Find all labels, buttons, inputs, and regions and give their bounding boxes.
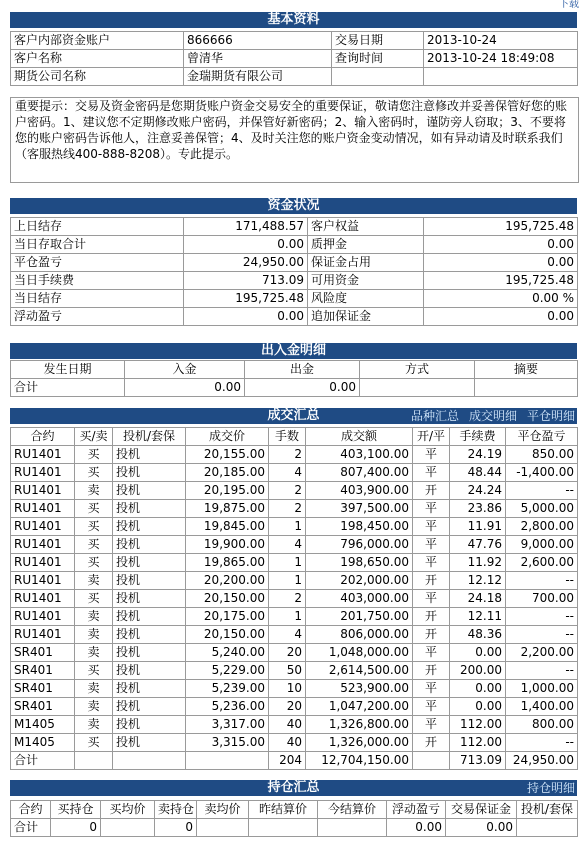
trade-cell: RU1401 — [11, 536, 75, 554]
trade-row — [11, 536, 578, 554]
funds-value: 171,488.57 — [184, 218, 308, 236]
trade-cell: -- — [506, 626, 578, 644]
funds-value: 195,725.48 — [424, 218, 578, 236]
basic-label: 客户名称 — [11, 50, 184, 68]
trade-cell: 1 — [269, 608, 306, 626]
trade-cell: 开 — [413, 482, 450, 500]
trade-row — [11, 662, 578, 680]
trade-detail-link[interactable]: 成交明细 — [468, 409, 517, 423]
basic-info-title: 基本资料 — [267, 12, 320, 27]
trade-cell: 2 — [269, 590, 306, 608]
trade-cell: 20,185.00 — [186, 464, 269, 482]
funds-header — [10, 198, 577, 214]
funds-value: 713.09 — [184, 272, 308, 290]
trade-cell: 投机 — [113, 554, 186, 572]
trade-cell: 投机 — [113, 734, 186, 752]
funds-label: 当日结存 — [11, 290, 184, 308]
trades-total-cell — [75, 752, 113, 770]
funds-label: 当日存取合计 — [11, 236, 184, 254]
trades-table — [10, 427, 578, 770]
trades-column-header: 平仓盈亏 — [506, 428, 578, 446]
basic-label: 查询时间 — [332, 50, 424, 68]
inout-total-cell: 0.00 — [125, 379, 245, 397]
trade-cell: 投机 — [113, 626, 186, 644]
funds-label: 追加保证金 — [308, 308, 424, 326]
trades-header — [10, 408, 577, 424]
trade-cell: 19,845.00 — [186, 518, 269, 536]
funds-row — [11, 218, 578, 236]
basic-info-row — [11, 50, 578, 68]
variety-summary-link[interactable]: 品种汇总 — [410, 409, 459, 423]
trade-cell: 0.00 — [450, 644, 506, 662]
trade-cell: 2,600.00 — [506, 554, 578, 572]
trade-row — [11, 446, 578, 464]
trades-column-header: 成交价 — [186, 428, 269, 446]
trade-cell: 19,875.00 — [186, 500, 269, 518]
trades-title: 成交汇总 — [267, 408, 320, 423]
positions-total-cell — [101, 819, 155, 837]
funds-row — [11, 308, 578, 326]
basic-value: 2013-10-24 — [424, 32, 578, 50]
trade-cell: 48.44 — [450, 464, 506, 482]
trades-column-header: 手数 — [269, 428, 306, 446]
trade-cell: RU1401 — [11, 482, 75, 500]
funds-label: 风险度 — [308, 290, 424, 308]
trades-total-cell: 713.09 — [450, 752, 506, 770]
funds-label: 浮动盈亏 — [11, 308, 184, 326]
positions-total-cell: 0 — [155, 819, 197, 837]
inout-header — [10, 343, 577, 359]
trades-total-cell: 204 — [269, 752, 306, 770]
trade-cell: 平 — [413, 698, 450, 716]
trade-cell: 卖 — [75, 698, 113, 716]
trade-cell: 卖 — [75, 572, 113, 590]
trade-cell: 23.86 — [450, 500, 506, 518]
trade-cell: 0.00 — [450, 680, 506, 698]
trade-cell: SR401 — [11, 644, 75, 662]
positions-header-row — [11, 801, 578, 819]
positions-total-cell: 0 — [51, 819, 101, 837]
positions-column-header: 卖持仓 — [155, 801, 197, 819]
trade-cell: -- — [506, 572, 578, 590]
trade-cell: 买 — [75, 500, 113, 518]
trade-cell: 平 — [413, 680, 450, 698]
trade-cell: 4 — [269, 464, 306, 482]
trade-row — [11, 698, 578, 716]
trade-cell: -1,400.00 — [506, 464, 578, 482]
trade-cell: 买 — [75, 734, 113, 752]
trade-cell: 806,000.00 — [306, 626, 413, 644]
funds-label: 客户权益 — [308, 218, 424, 236]
trade-cell: 投机 — [113, 698, 186, 716]
trades-column-header: 手续费 — [450, 428, 506, 446]
trade-cell: 523,900.00 — [306, 680, 413, 698]
trade-cell: 2,614,500.00 — [306, 662, 413, 680]
trade-cell: 2 — [269, 500, 306, 518]
trades-total-cell — [113, 752, 186, 770]
inout-column-header: 入金 — [125, 361, 245, 379]
trade-cell: SR401 — [11, 680, 75, 698]
trade-cell: 40 — [269, 716, 306, 734]
trade-cell: -- — [506, 482, 578, 500]
funds-value: 195,725.48 — [184, 290, 308, 308]
trade-cell: 11.92 — [450, 554, 506, 572]
trade-cell: 19,865.00 — [186, 554, 269, 572]
positions-column-header: 买均价 — [101, 801, 155, 819]
trade-cell: 20,150.00 — [186, 626, 269, 644]
basic-info-header — [10, 12, 577, 28]
trade-cell: 投机 — [113, 608, 186, 626]
trade-cell: 投机 — [113, 518, 186, 536]
funds-label: 平仓盈亏 — [11, 254, 184, 272]
trade-cell: 开 — [413, 734, 450, 752]
trade-cell: 投机 — [113, 446, 186, 464]
trade-cell: 198,450.00 — [306, 518, 413, 536]
trade-cell: 20,150.00 — [186, 590, 269, 608]
trade-cell: 3,317.00 — [186, 716, 269, 734]
trade-cell: RU1401 — [11, 572, 75, 590]
close-detail-link[interactable]: 平仓明细 — [526, 409, 575, 423]
trade-cell: 买 — [75, 464, 113, 482]
trade-cell: RU1401 — [11, 626, 75, 644]
basic-label: 交易日期 — [332, 32, 424, 50]
inout-column-header: 发生日期 — [11, 361, 125, 379]
basic-value: 2013-10-24 18:49:08 — [424, 50, 578, 68]
trade-cell: M1405 — [11, 734, 75, 752]
positions-title: 持仓汇总 — [267, 780, 320, 795]
trade-row — [11, 626, 578, 644]
positions-total-row — [11, 819, 578, 837]
trade-cell: 投机 — [113, 590, 186, 608]
trade-cell: 19,900.00 — [186, 536, 269, 554]
trade-cell: RU1401 — [11, 446, 75, 464]
trade-cell: 112.00 — [450, 716, 506, 734]
trade-cell: 5,000.00 — [506, 500, 578, 518]
positions-column-header: 合约 — [11, 801, 51, 819]
trade-cell: 投机 — [113, 536, 186, 554]
trade-cell: 投机 — [113, 464, 186, 482]
basic-value: 金瑞期货有限公司 — [184, 68, 332, 86]
trade-cell: 1 — [269, 554, 306, 572]
trade-cell: 2 — [269, 446, 306, 464]
positions-total-cell — [197, 819, 249, 837]
download-link[interactable]: 下载 — [559, 0, 579, 10]
trade-cell: 2 — [269, 482, 306, 500]
trade-cell: 800.00 — [506, 716, 578, 734]
trade-cell: 48.36 — [450, 626, 506, 644]
trade-cell: RU1401 — [11, 518, 75, 536]
trade-cell: 24.19 — [450, 446, 506, 464]
positions-column-header: 卖均价 — [197, 801, 249, 819]
positions-column-header: 浮动盈亏 — [387, 801, 446, 819]
trades-total-cell: 合计 — [11, 752, 75, 770]
basic-label: 期货公司名称 — [11, 68, 184, 86]
trades-header-row — [11, 428, 578, 446]
trade-cell: 11.91 — [450, 518, 506, 536]
inout-total-row — [11, 379, 578, 397]
trade-row — [11, 518, 578, 536]
inout-column-header: 方式 — [360, 361, 475, 379]
positions-total-cell: 0.00 — [387, 819, 446, 837]
inout-header-row — [11, 361, 578, 379]
trade-row — [11, 590, 578, 608]
trade-cell: 卖 — [75, 680, 113, 698]
trade-cell: 403,900.00 — [306, 482, 413, 500]
trade-cell: 1,047,200.00 — [306, 698, 413, 716]
trade-cell: 开 — [413, 626, 450, 644]
funds-label: 质押金 — [308, 236, 424, 254]
trade-cell: 200.00 — [450, 662, 506, 680]
positions-column-header: 交易保证金 — [446, 801, 517, 819]
positions-total-cell — [318, 819, 387, 837]
trade-cell: 5,239.00 — [186, 680, 269, 698]
trade-cell: 买 — [75, 536, 113, 554]
trade-cell: RU1401 — [11, 464, 75, 482]
funds-value: 0.00 — [424, 308, 578, 326]
trade-cell: 20 — [269, 644, 306, 662]
trade-row — [11, 716, 578, 734]
basic-info-row — [11, 68, 578, 86]
trade-cell: 403,100.00 — [306, 446, 413, 464]
trade-cell: 20,155.00 — [186, 446, 269, 464]
trades-column-header: 成交额 — [306, 428, 413, 446]
trade-cell: 4 — [269, 536, 306, 554]
trade-cell: 卖 — [75, 644, 113, 662]
trade-cell: 1 — [269, 518, 306, 536]
trade-cell: 1 — [269, 572, 306, 590]
trade-cell: 平 — [413, 716, 450, 734]
trade-cell: 卖 — [75, 482, 113, 500]
funds-title: 资金状况 — [267, 198, 320, 213]
trade-cell: 投机 — [113, 716, 186, 734]
funds-value: 0.00 — [424, 254, 578, 272]
funds-value: 24,950.00 — [184, 254, 308, 272]
trade-cell: 397,500.00 — [306, 500, 413, 518]
funds-value: 0.00 — [184, 236, 308, 254]
funds-row — [11, 254, 578, 272]
trade-row — [11, 680, 578, 698]
trade-cell: -- — [506, 662, 578, 680]
trade-row — [11, 554, 578, 572]
trade-cell: 20 — [269, 698, 306, 716]
funds-label: 可用资金 — [308, 272, 424, 290]
trade-cell: 买 — [75, 554, 113, 572]
trade-cell: 卖 — [75, 716, 113, 734]
trade-cell: 24.24 — [450, 482, 506, 500]
trade-cell: 0.00 — [450, 698, 506, 716]
trade-cell: -- — [506, 734, 578, 752]
trade-cell: 投机 — [113, 482, 186, 500]
inout-total-cell — [360, 379, 475, 397]
trade-cell: 平 — [413, 500, 450, 518]
funds-row — [11, 290, 578, 308]
trades-total-row — [11, 752, 578, 770]
trade-cell: 买 — [75, 662, 113, 680]
positions-total-cell — [249, 819, 318, 837]
trades-column-header: 买/卖 — [75, 428, 113, 446]
trade-cell: 1,000.00 — [506, 680, 578, 698]
security-notice: 重要提示：交易及资金密码是您期货账户资金交易安全的重要保证，敬请您注意修改并妥善保管好您的账户密码。1、建议您不定期修改账户密码，并保管好新密码；2、输入密码时，谨防旁人窃取；3、不要将您的账户密码告诉他人，注意妥善保管；4、及时关注您的账户资金变动情况，如有异动请及时联系我们（客服热线400-888-8208）。专此提示。 — [10, 97, 579, 183]
positions-total-cell — [517, 819, 578, 837]
trade-cell: 201,750.00 — [306, 608, 413, 626]
trade-cell: M1405 — [11, 716, 75, 734]
trade-cell: 开 — [413, 608, 450, 626]
trade-cell: 12.11 — [450, 608, 506, 626]
funds-row — [11, 272, 578, 290]
trade-cell: 12.12 — [450, 572, 506, 590]
trade-row — [11, 572, 578, 590]
basic-info-row — [11, 32, 578, 50]
trade-cell: 202,000.00 — [306, 572, 413, 590]
trades-total-cell: 24,950.00 — [506, 752, 578, 770]
trade-cell: 47.76 — [450, 536, 506, 554]
trade-cell: 投机 — [113, 662, 186, 680]
inout-total-cell — [475, 379, 578, 397]
inout-column-header: 摘要 — [475, 361, 578, 379]
trade-cell: 198,650.00 — [306, 554, 413, 572]
positions-total-cell: 0.00 — [446, 819, 517, 837]
trade-cell: 投机 — [113, 680, 186, 698]
positions-table — [10, 800, 578, 837]
trade-cell: 3,315.00 — [186, 734, 269, 752]
trade-cell: SR401 — [11, 662, 75, 680]
trades-column-header: 合约 — [11, 428, 75, 446]
trade-cell: 平 — [413, 644, 450, 662]
trade-cell: 投机 — [113, 500, 186, 518]
trade-cell: 20,175.00 — [186, 608, 269, 626]
trade-cell: 807,400.00 — [306, 464, 413, 482]
trade-cell: 1,400.00 — [506, 698, 578, 716]
funds-label: 保证金占用 — [308, 254, 424, 272]
position-detail-link[interactable]: 持仓明细 — [526, 781, 575, 795]
trades-column-header: 投机/套保 — [113, 428, 186, 446]
trade-cell: 4 — [269, 626, 306, 644]
trade-row — [11, 644, 578, 662]
trade-cell: 平 — [413, 554, 450, 572]
trades-column-header: 开/平 — [413, 428, 450, 446]
funds-value: 0.00 — [184, 308, 308, 326]
trade-row — [11, 464, 578, 482]
funds-table — [10, 217, 578, 326]
funds-value: 0.00 — [424, 236, 578, 254]
positions-column-header: 昨结算价 — [249, 801, 318, 819]
trade-row — [11, 500, 578, 518]
trade-cell: 平 — [413, 518, 450, 536]
trade-cell: 卖 — [75, 626, 113, 644]
trade-cell: RU1401 — [11, 500, 75, 518]
trade-cell: 平 — [413, 536, 450, 554]
trade-cell: 112.00 — [450, 734, 506, 752]
inout-total-cell: 合计 — [11, 379, 125, 397]
trade-cell: 1,326,000.00 — [306, 734, 413, 752]
trade-cell: 卖 — [75, 608, 113, 626]
positions-header — [10, 780, 577, 796]
trade-cell: 买 — [75, 446, 113, 464]
trade-cell: 开 — [413, 662, 450, 680]
trade-cell: 20,195.00 — [186, 482, 269, 500]
trade-cell: -- — [506, 608, 578, 626]
inout-column-header: 出金 — [245, 361, 360, 379]
trade-cell: 平 — [413, 464, 450, 482]
trade-row — [11, 608, 578, 626]
basic-label — [332, 68, 424, 86]
trade-cell: 1,326,800.00 — [306, 716, 413, 734]
trade-cell: 投机 — [113, 644, 186, 662]
trades-total-cell — [413, 752, 450, 770]
positions-column-header: 投机/套保 — [517, 801, 578, 819]
trade-cell: 5,229.00 — [186, 662, 269, 680]
basic-label: 客户内部资金账户 — [11, 32, 184, 50]
trade-cell: 买 — [75, 518, 113, 536]
inout-table — [10, 360, 578, 397]
trade-row — [11, 734, 578, 752]
trade-cell: 投机 — [113, 572, 186, 590]
trade-row — [11, 482, 578, 500]
trade-cell: 5,236.00 — [186, 698, 269, 716]
trade-cell: 1,048,000.00 — [306, 644, 413, 662]
trade-cell: 平 — [413, 590, 450, 608]
trade-cell: RU1401 — [11, 554, 75, 572]
funds-value: 0.00 % — [424, 290, 578, 308]
funds-value: 195,725.48 — [424, 272, 578, 290]
funds-label: 上日结存 — [11, 218, 184, 236]
trade-cell: 403,000.00 — [306, 590, 413, 608]
positions-total-cell: 合计 — [11, 819, 51, 837]
basic-info-table — [10, 31, 578, 86]
trade-cell: 平 — [413, 446, 450, 464]
trade-cell: 700.00 — [506, 590, 578, 608]
trade-cell: 20,200.00 — [186, 572, 269, 590]
trade-cell: SR401 — [11, 698, 75, 716]
trade-cell: 9,000.00 — [506, 536, 578, 554]
trade-cell: 买 — [75, 590, 113, 608]
trades-total-cell — [186, 752, 269, 770]
trade-cell: RU1401 — [11, 590, 75, 608]
funds-row — [11, 236, 578, 254]
trade-cell: 40 — [269, 734, 306, 752]
trade-cell: 5,240.00 — [186, 644, 269, 662]
basic-value: 曾清华 — [184, 50, 332, 68]
trades-total-cell: 12,704,150.00 — [306, 752, 413, 770]
inout-total-cell: 0.00 — [245, 379, 360, 397]
trade-cell: RU1401 — [11, 608, 75, 626]
trade-cell: 24.18 — [450, 590, 506, 608]
trade-cell: 850.00 — [506, 446, 578, 464]
basic-value — [424, 68, 578, 86]
positions-column-header: 今结算价 — [318, 801, 387, 819]
inout-title: 出入金明细 — [260, 343, 326, 358]
trade-cell: 2,200.00 — [506, 644, 578, 662]
funds-label: 当日手续费 — [11, 272, 184, 290]
basic-value: 866666 — [184, 32, 332, 50]
trade-cell: 2,800.00 — [506, 518, 578, 536]
trade-cell: 796,000.00 — [306, 536, 413, 554]
positions-column-header: 买持仓 — [51, 801, 101, 819]
trade-cell: 10 — [269, 680, 306, 698]
trade-cell: 开 — [413, 572, 450, 590]
trade-cell: 50 — [269, 662, 306, 680]
